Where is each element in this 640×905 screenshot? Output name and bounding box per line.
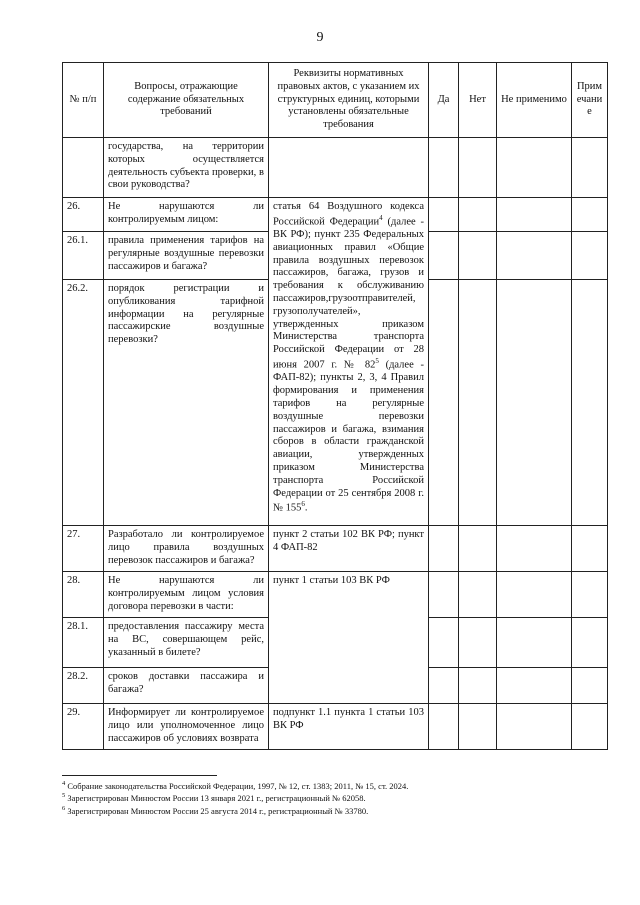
header-requisites: Реквизиты нормативных правовых актов, с указанием их структурных единиц, которыми установлены обязательные требования	[269, 63, 429, 138]
no-cell	[459, 138, 497, 198]
not-applicable-cell	[497, 138, 572, 198]
footnote-number: 5	[62, 792, 66, 800]
requisites-cell	[269, 138, 429, 198]
page-number: 9	[316, 30, 324, 45]
not-applicable-cell	[497, 198, 572, 232]
row-number: 29.	[63, 704, 104, 750]
table-row	[63, 704, 608, 750]
header-num: № п/п	[63, 63, 104, 138]
no-cell	[459, 526, 497, 572]
table-row	[63, 138, 608, 198]
row-number: 26.2.	[63, 280, 104, 526]
yes-cell	[429, 138, 459, 198]
yes-cell	[429, 280, 459, 526]
row-question: сроков доставки пассажира и багажа?	[104, 668, 269, 704]
row-number: 26.1.	[63, 232, 104, 280]
row-question: правила применения тарифов на регулярные воздушные перевозки пассажиров и багажа?	[104, 232, 269, 280]
yes-cell	[429, 198, 459, 232]
note-cell	[572, 526, 608, 572]
row-number: 28.1.	[63, 618, 104, 668]
header-yes: Да	[429, 63, 459, 138]
row-question: предоставления пассажиру места на ВС, совершающем рейс, указанный в билете?	[104, 618, 269, 668]
row-number	[63, 138, 104, 198]
header-row	[63, 63, 608, 138]
yes-cell	[429, 704, 459, 750]
yes-cell	[429, 526, 459, 572]
row-number: 28.2.	[63, 668, 104, 704]
not-applicable-cell	[497, 668, 572, 704]
footnote-number: 4	[62, 780, 66, 787]
requisites-text: (далее - ФАП-82); пункты 2, 3, 4 Правил формирования и применения тарифов на регулярные воздушные перевозки пассажиров и багажа, взимания сборов в области гражданской авиации, утвержденных приказом Министерства транспорта Российской Федерации от 25 сентября 2008 г. № 155	[273, 359, 424, 514]
note-cell	[572, 280, 608, 526]
no-cell	[459, 618, 497, 668]
row-question: Не нарушаются ли контролируемым лицом:	[104, 198, 269, 232]
requisites-text: .	[304, 502, 308, 514]
no-cell	[459, 704, 497, 750]
footnote-ref: 6	[301, 500, 305, 509]
header-not-applicable: Не применимо	[497, 63, 572, 138]
footnote	[62, 780, 607, 792]
row-question: государства, на территории которых осуществляется деятельность субъекта проверки, в свои руководства?	[104, 138, 269, 198]
not-applicable-cell	[497, 572, 572, 618]
header-question: Вопросы, отражающие содержание обязательных требований	[104, 63, 269, 138]
not-applicable-cell	[497, 280, 572, 526]
table-row	[63, 198, 608, 232]
footnote-text: Зарегистрирован Минюстом России 25 августа 2014 г., регистрационный № 33780.	[67, 805, 369, 816]
footnote	[62, 805, 607, 817]
footnote-text: Зарегистрирован Минюстом России 13 января 2021 г., регистрационный № 62058.	[67, 793, 366, 804]
note-cell	[572, 572, 608, 618]
requisites-text: статья 64 Воздушного кодекса Российской Федерации	[273, 201, 424, 228]
footnote-text: Собрание законодательства Российской Федерации, 1997, № 12, ст. 1383; 2011, № 15, ст. 2024.	[67, 780, 409, 791]
no-cell	[459, 280, 497, 526]
note-cell	[572, 704, 608, 750]
not-applicable-cell	[497, 232, 572, 280]
row-number: 26.	[63, 198, 104, 232]
yes-cell	[429, 618, 459, 668]
footnotes	[62, 775, 607, 817]
no-cell	[459, 232, 497, 280]
not-applicable-cell	[497, 618, 572, 668]
note-cell	[572, 138, 608, 198]
header-note: Примечание	[572, 63, 608, 138]
row-question: порядок регистрации и опубликования тарифной информации на регулярные пассажирские воздушные перевозки?	[104, 280, 269, 526]
no-cell	[459, 572, 497, 618]
footnote	[62, 792, 607, 804]
requisites-cell-29: подпункт 1.1 пункта 1 статьи 103 ВК РФ	[269, 704, 429, 750]
row-number: 27.	[63, 526, 104, 572]
requisites-text: (далее - ВК РФ); пункт 235 Федеральных авиационных правил «Общие правила воздушных перевозок пассажиров, багажа, грузов и требования к обслуживанию пассажиров,грузоотправителей, грузополучателей», утвержденных приказом Министерства транспорта Российской Федерации от 28 июня 2007 г. № 82	[273, 216, 424, 371]
footnote-ref: 5	[375, 357, 379, 366]
footnote-divider	[62, 775, 217, 776]
requisites-cell-28: пункт 1 статьи 103 ВК РФ	[269, 572, 429, 704]
no-cell	[459, 198, 497, 232]
row-number: 28.	[63, 572, 104, 618]
row-question: Информирует ли контролируемое лицо или уполномоченное лицо пассажиров об условиях возврата	[104, 704, 269, 750]
footnote-ref: 4	[379, 213, 383, 222]
requisites-cell-26	[269, 198, 429, 526]
note-cell	[572, 232, 608, 280]
requisites-cell-27: пункт 2 статьи 102 ВК РФ; пункт 4 ФАП-82	[269, 526, 429, 572]
not-applicable-cell	[497, 526, 572, 572]
footnote-number: 6	[62, 804, 66, 812]
yes-cell	[429, 232, 459, 280]
table-row	[63, 526, 608, 572]
not-applicable-cell	[497, 704, 572, 750]
row-question: Разработало ли контролируемое лицо правила воздушных перевозок пассажиров и багажа?	[104, 526, 269, 572]
header-no: Нет	[459, 63, 497, 138]
row-question: Не нарушаются ли контролируемым лицом условия договора перевозки в части:	[104, 572, 269, 618]
yes-cell	[429, 572, 459, 618]
note-cell	[572, 618, 608, 668]
no-cell	[459, 668, 497, 704]
yes-cell	[429, 668, 459, 704]
note-cell	[572, 198, 608, 232]
note-cell	[572, 668, 608, 704]
checklist-table	[62, 62, 608, 750]
table-row	[63, 572, 608, 618]
